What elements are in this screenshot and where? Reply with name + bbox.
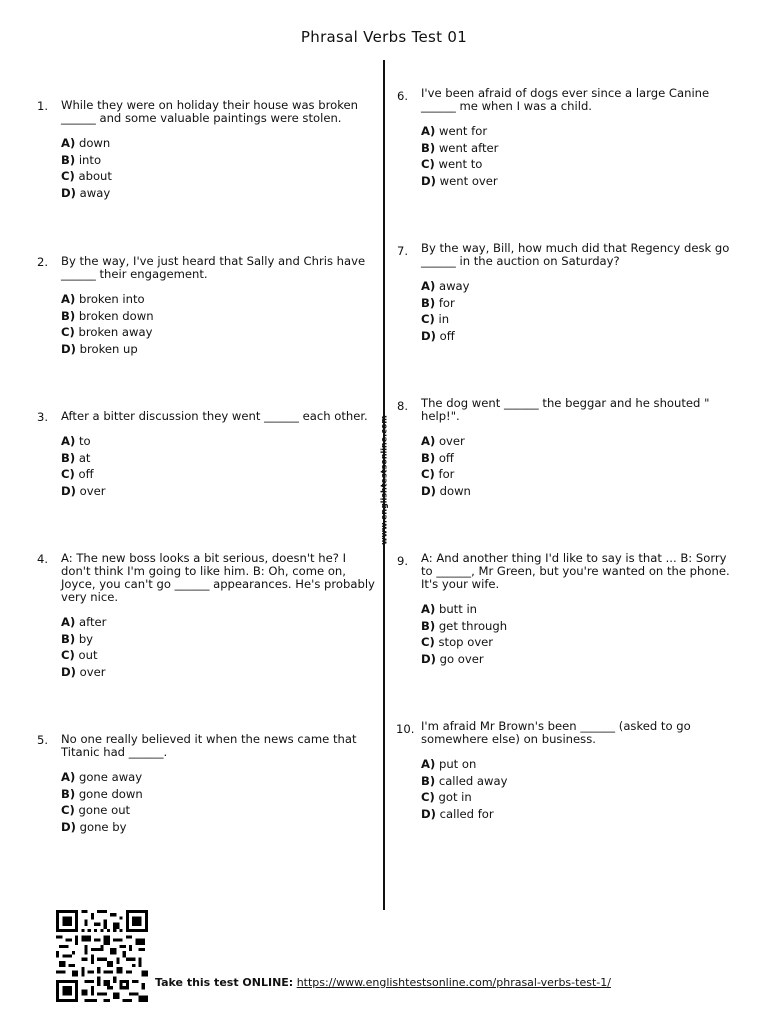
question-number: 1. [37, 99, 49, 113]
option-a[interactable] [61, 616, 376, 633]
option-a[interactable] [421, 125, 736, 142]
footer [56, 910, 736, 1000]
question-stem: No one really believed it when the news came that Titanic had ______. [61, 732, 357, 759]
option-letter: A) [61, 615, 76, 629]
option-c[interactable] [421, 791, 736, 808]
option-letter: B) [61, 631, 76, 646]
question-number: 4. [37, 552, 49, 566]
option-text: got in [438, 790, 472, 804]
question-number: 8. [397, 399, 409, 413]
question-1 [37, 98, 376, 203]
option-letter: B) [421, 618, 436, 633]
question-number: 7. [397, 244, 409, 258]
question-10 [396, 719, 736, 824]
option-letter: C) [421, 157, 435, 171]
option-letter: C) [61, 467, 75, 481]
option-d[interactable] [61, 821, 376, 838]
option-a[interactable] [61, 137, 376, 154]
option-d[interactable] [421, 808, 736, 825]
question-number: 10. [396, 722, 415, 736]
question-stem: After a bitter discussion they went ______ each other. [61, 409, 368, 423]
option-letter: A) [61, 770, 76, 784]
option-d[interactable] [421, 485, 736, 502]
option-c[interactable] [61, 468, 376, 485]
option-text: gone away [78, 770, 143, 784]
option-b[interactable] [61, 310, 376, 327]
option-a[interactable] [421, 435, 736, 452]
vertical-site-label: www.englishtestsonline.com [379, 415, 389, 545]
option-c[interactable] [421, 468, 736, 485]
footer-label: Take this test ONLINE: [155, 976, 294, 989]
option-text: away [438, 279, 470, 293]
footer-online-line [155, 976, 611, 989]
option-c[interactable] [421, 313, 736, 330]
question-stem: I'm afraid Mr Brown's been ______ (asked to go somewhere else) on business. [421, 719, 691, 746]
option-text: for [438, 467, 455, 481]
option-text: to [78, 434, 91, 448]
option-text: off [438, 450, 454, 465]
option-letter: D) [421, 651, 436, 666]
option-letter: B) [421, 450, 436, 465]
question-7 [397, 241, 736, 346]
option-text: for [438, 295, 455, 310]
question-stem: The dog went ______ the beggar and he shouted " help!". [421, 396, 710, 423]
option-text: stop over [438, 635, 494, 649]
option-text: went to [438, 157, 483, 171]
question-4 [37, 551, 376, 682]
test-online-link[interactable]: https://www.englishtestsonline.com/phrasal-verbs-test-1/ [296, 976, 611, 989]
option-text: broken away [78, 325, 153, 339]
question-number: 6. [397, 89, 409, 103]
option-letter: A) [421, 757, 436, 771]
option-text: went for [438, 124, 488, 138]
option-b[interactable] [421, 452, 736, 469]
option-letter: D) [61, 819, 76, 834]
option-text: away [79, 185, 111, 200]
option-text: butt in [438, 602, 478, 616]
option-b[interactable] [61, 154, 376, 171]
qr-code-icon[interactable] [56, 910, 148, 1002]
option-letter: D) [421, 328, 436, 343]
option-text: broken down [78, 308, 154, 323]
option-b[interactable] [421, 620, 736, 637]
option-c[interactable] [61, 804, 376, 821]
question-stem: By the way, Bill, how much did that Regency desk go ______ in the auction on Saturday? [421, 241, 730, 268]
question-stem: A: The new boss looks a bit serious, doesn't he? I don't think I'm going to like him. B: Oh, come on, Joyce, you can't go ______ appearances. He's probably very nice. [61, 551, 375, 604]
option-c[interactable] [61, 649, 376, 666]
option-text: in [438, 312, 450, 326]
question-2 [37, 254, 376, 359]
option-text: out [78, 648, 98, 662]
option-letter: B) [61, 450, 76, 465]
option-letter: C) [61, 803, 75, 817]
option-letter: B) [61, 786, 76, 801]
page-title: Phrasal Verbs Test 01 [300, 28, 468, 46]
option-text: over [79, 483, 106, 498]
question-stem: I've been afraid of dogs ever since a large Canine ______ me when I was a child. [421, 86, 710, 113]
option-b[interactable] [421, 297, 736, 314]
option-text: put on [438, 757, 477, 771]
option-text: off [439, 328, 455, 343]
option-text: called for [439, 806, 494, 821]
option-text: broken into [78, 292, 145, 306]
option-text: down [439, 483, 471, 498]
option-letter: B) [61, 308, 76, 323]
option-letter: C) [61, 169, 75, 183]
option-a[interactable] [421, 603, 736, 620]
question-8 [397, 396, 736, 501]
option-c[interactable] [61, 326, 376, 343]
option-text: off [78, 467, 94, 481]
option-letter: A) [421, 602, 436, 616]
option-b[interactable] [61, 633, 376, 650]
option-letter: D) [61, 483, 76, 498]
option-text: went after [438, 140, 499, 155]
option-d[interactable] [421, 330, 736, 347]
option-text: gone out [78, 803, 131, 817]
question-stem: By the way, I've just heard that Sally and Chris have ______ their engagement. [61, 254, 366, 281]
option-letter: C) [421, 467, 435, 481]
option-d[interactable] [421, 175, 736, 192]
option-c[interactable] [421, 636, 736, 653]
option-d[interactable] [61, 187, 376, 204]
question-number: 9. [397, 554, 409, 568]
option-b[interactable] [61, 788, 376, 805]
option-letter: C) [61, 325, 75, 339]
option-b[interactable] [421, 142, 736, 159]
option-letter: B) [421, 773, 436, 788]
option-letter: A) [421, 434, 436, 448]
option-text: after [78, 615, 107, 629]
option-text: called away [438, 773, 508, 788]
option-d[interactable] [421, 653, 736, 670]
option-letter: D) [421, 806, 436, 821]
option-letter: D) [61, 664, 76, 679]
question-number: 2. [37, 255, 49, 269]
option-text: get through [438, 618, 508, 633]
option-text: into [78, 152, 102, 167]
option-b[interactable] [421, 775, 736, 792]
option-text: broken up [79, 341, 138, 356]
option-text: about [78, 169, 112, 183]
question-3 [37, 409, 376, 501]
option-text: gone by [79, 819, 127, 834]
question-6 [397, 86, 736, 191]
question-number: 5. [37, 733, 49, 747]
option-letter: D) [421, 483, 436, 498]
option-letter: C) [421, 635, 435, 649]
option-d[interactable] [61, 666, 376, 683]
option-letter: C) [61, 648, 75, 662]
option-letter: A) [61, 136, 76, 150]
option-text: went over [439, 173, 498, 188]
option-text: go over [439, 651, 484, 666]
option-letter: B) [421, 295, 436, 310]
option-a[interactable] [61, 293, 376, 310]
question-9 [397, 551, 736, 669]
option-c[interactable] [61, 170, 376, 187]
option-text: at [78, 450, 91, 465]
option-text: down [78, 136, 111, 150]
option-letter: D) [61, 341, 76, 356]
option-b[interactable] [61, 452, 376, 469]
option-letter: A) [421, 124, 436, 138]
option-a[interactable] [61, 771, 376, 788]
option-text: by [78, 631, 94, 646]
question-number: 3. [37, 410, 49, 424]
option-letter: D) [61, 185, 76, 200]
option-c[interactable] [421, 158, 736, 175]
option-a[interactable] [421, 280, 736, 297]
option-d[interactable] [61, 485, 376, 502]
option-text: gone down [78, 786, 143, 801]
option-text: over [438, 434, 465, 448]
option-letter: C) [421, 312, 435, 326]
option-letter: A) [61, 292, 76, 306]
option-a[interactable] [421, 758, 736, 775]
option-letter: B) [61, 152, 76, 167]
option-letter: A) [61, 434, 76, 448]
option-text: over [79, 664, 106, 679]
option-letter: A) [421, 279, 436, 293]
option-letter: C) [421, 790, 435, 804]
question-stem: While they were on holiday their house was broken ______ and some valuable paintings were stolen. [61, 98, 359, 125]
option-d[interactable] [61, 343, 376, 360]
option-a[interactable] [61, 435, 376, 452]
option-letter: D) [421, 173, 436, 188]
question-stem: A: And another thing I'd like to say is that ... B: Sorry to ______, Mr Green, but you're wanted on the phone. It's your wife. [421, 551, 730, 591]
question-5 [37, 732, 376, 837]
option-letter: B) [421, 140, 436, 155]
